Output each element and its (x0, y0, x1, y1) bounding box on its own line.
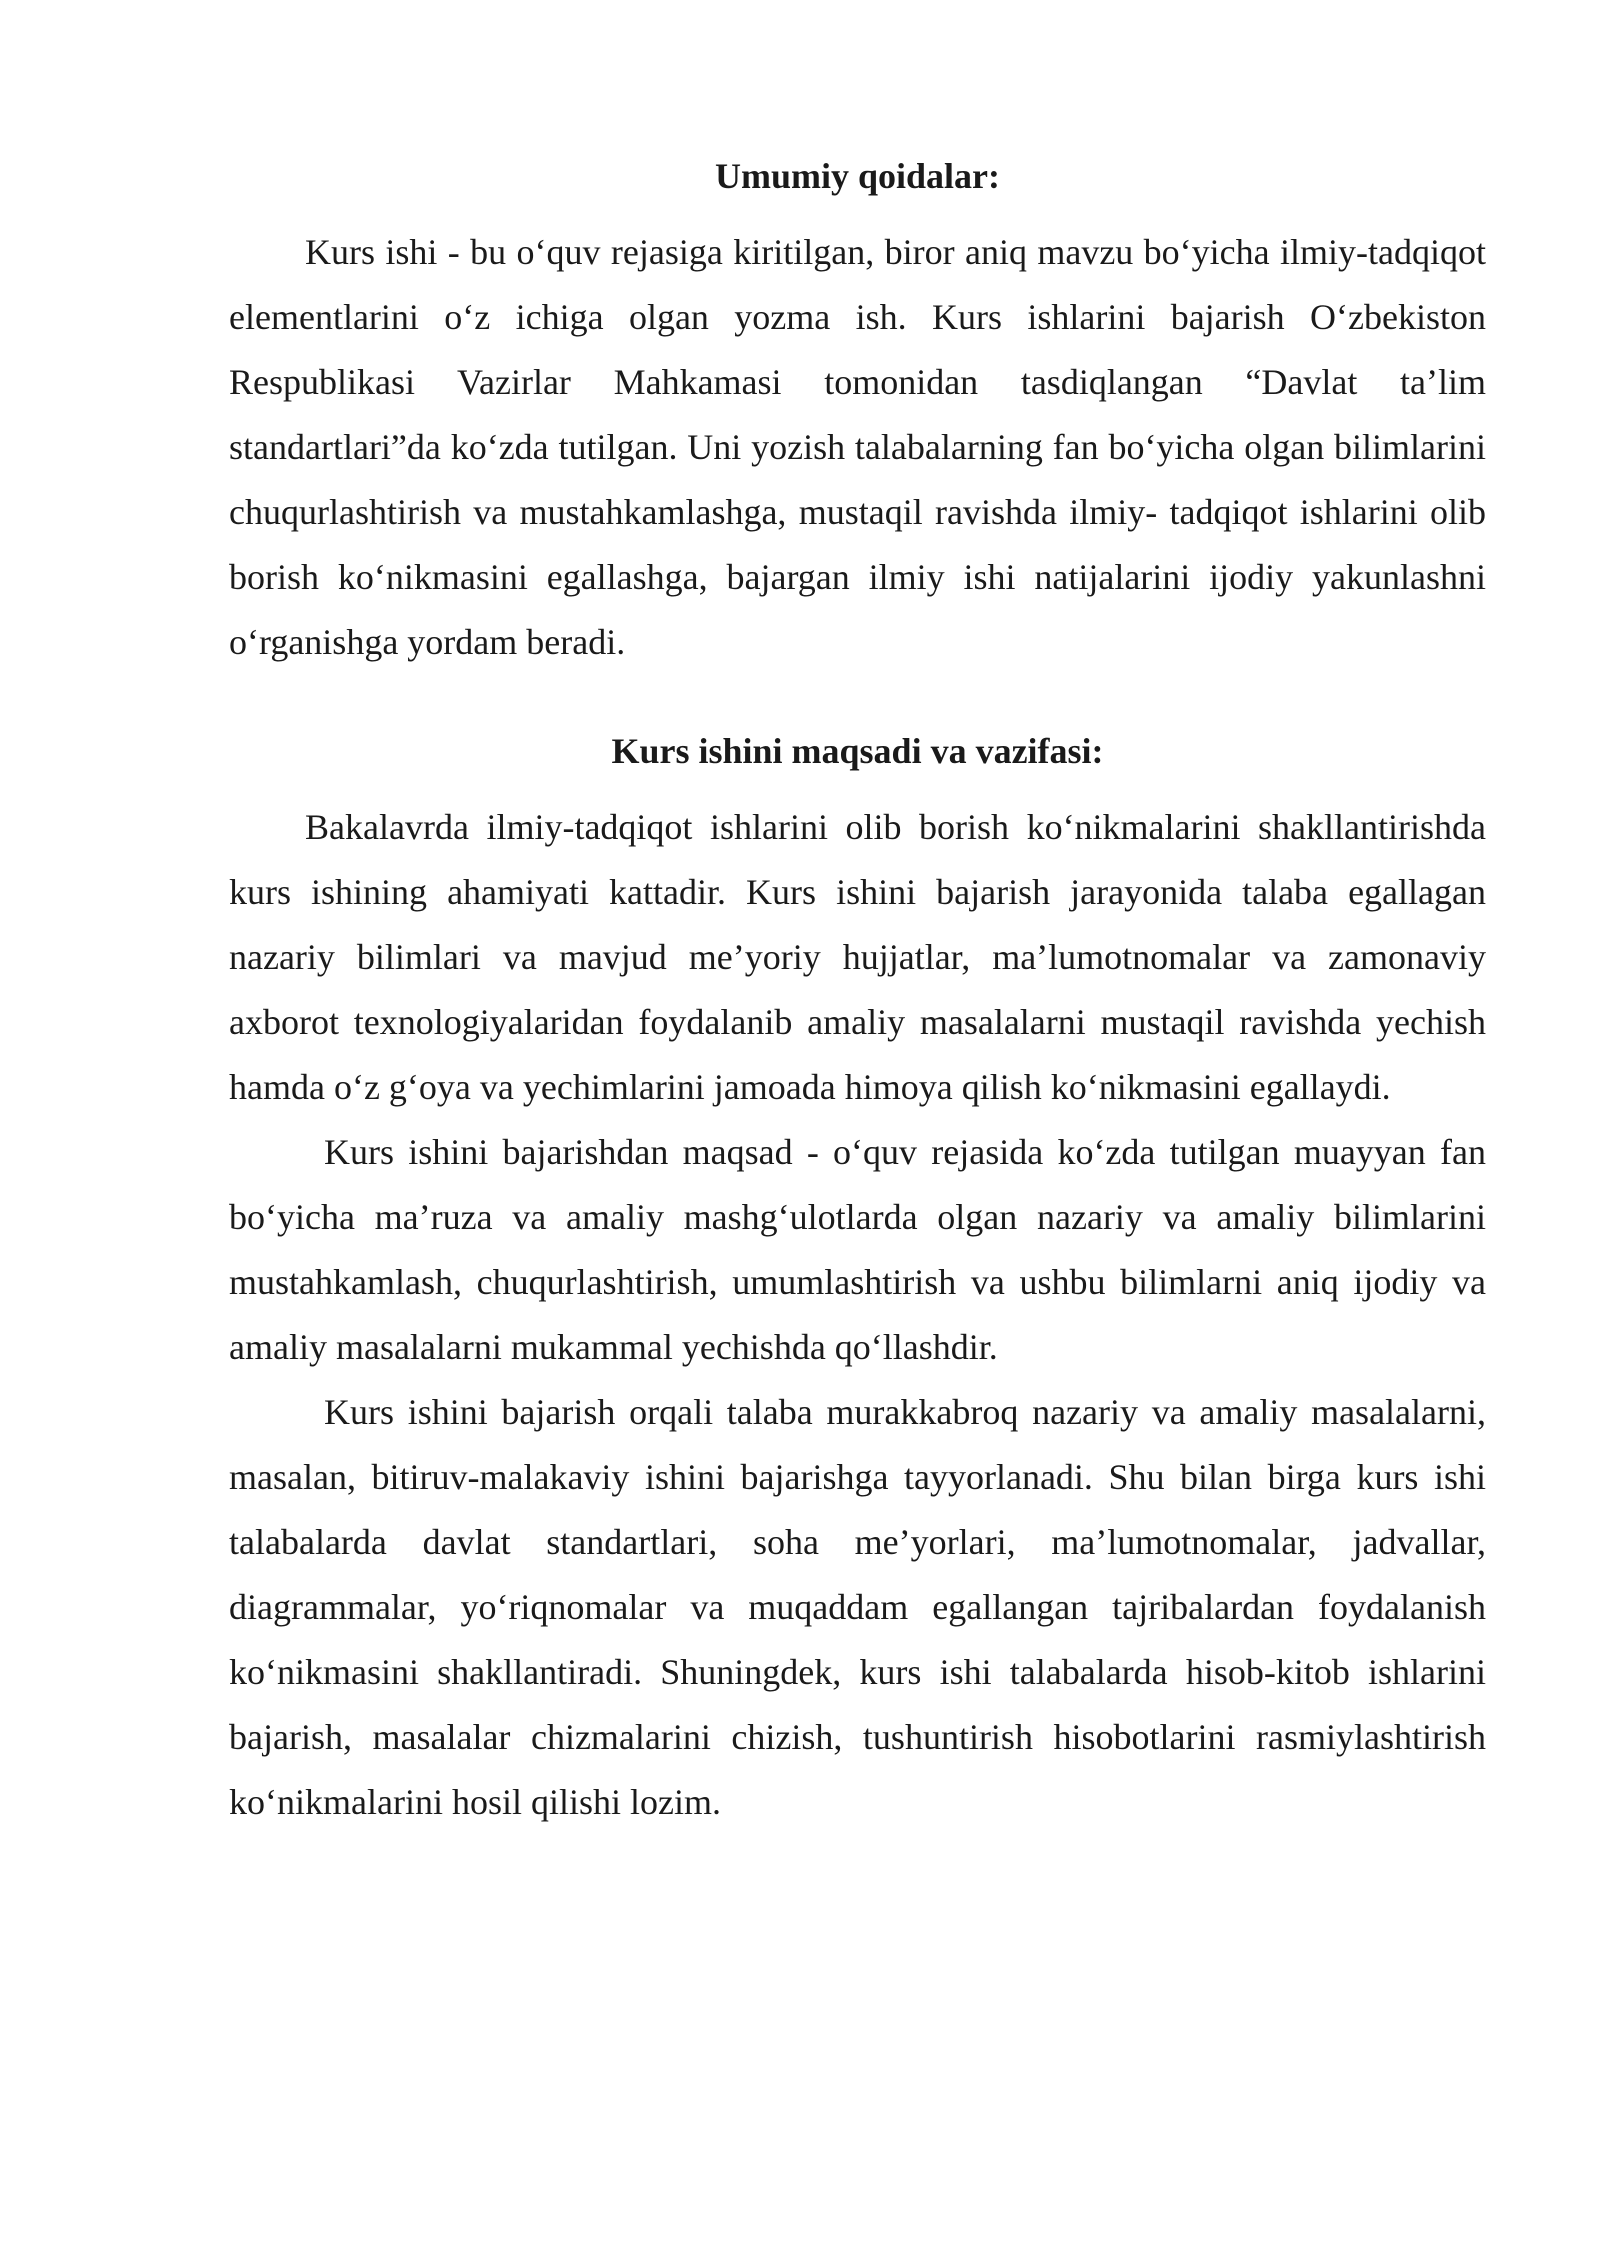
section-heading-goals-and-tasks: Kurs ishini maqsadi va vazifasi: (611, 731, 1104, 771)
document-page (229, 150, 1486, 1835)
paragraph-goals-1: Bakalavrda ilmiy-tadqiqot ishlarini olib borish ko‘nikmalarini shakllantirishda kurs ishining ahamiyati kattadir. Kurs ishini bajarish jarayonida talaba egallagan nazariy bilimlari va mavjud me’yoriy hujjatlar, ma’lumotnomalar va zamonaviy axborot texnologiyalaridan foydalanib amaliy masalalarni mustaqil ravishda yechish hamda o‘z g‘oya va yechimlarini jamoada himoya qilish ko‘nikmasini egallaydi. (229, 807, 1486, 1107)
paragraph-goals-3: Kurs ishini bajarish orqali talaba murakkabroq nazariy va amaliy masalalarni, masalan, bitiruv-malakaviy ishini bajarishga tayyorlanadi. Shu bilan birga kurs ishi talabalarda davlat standartlari, soha me’yorlari, ma’lumotnomalar, jadvallar, diagrammalar, yo‘riqnomalar va muqaddam egallangan tajribalardan foydalanish ko‘nikmasini shakllantiradi. Shuningdek, kurs ishi talabalarda hisob-kitob ishlarini bajarish, masalalar chizmalarini chizish, tushuntirish hisobotlarini rasmiylashtirish ko‘nikmalarini hosil qilishi lozim. (229, 1392, 1486, 1822)
paragraph-general-rules: Kurs ishi - bu o‘quv rejasiga kiritilgan, biror aniq mavzu bo‘yicha ilmiy-tadqiqot elementlarini o‘z ichiga olgan yozma ish. Kurs ishlarini bajarish O‘zbekiston Respublikasi Vazirlar Mahkamasi tomonidan tasdiqlangan “Davlat ta’lim standartlari”da ko‘zda tutilgan. Uni yozish talabalarning fan bo‘yicha olgan bilimlarini chuqurlashtirish va mustahkamlashga, mustaqil ravishda ilmiy- tadqiqot ishlarini olib borish ko‘nikmasini egallashga, bajargan ilmiy ishi natijalarini ijodiy yakunlashni o‘rganishga yordam beradi. (229, 232, 1486, 662)
paragraph-goals-2: Kurs ishini bajarishdan maqsad - o‘quv rejasida ko‘zda tutilgan muayyan fan bo‘yicha ma’ruza va amaliy mashg‘ulotlarda olgan nazariy va amaliy bilimlarini mustahkamlash, chuqurlashtirish, umumlashtirish va ushbu bilimlarni aniq ijodiy va amaliy masalalarni mukammal yechishda qo‘llashdir. (229, 1132, 1486, 1367)
section-heading-general-rules: Umumiy qoidalar: (714, 156, 1000, 196)
